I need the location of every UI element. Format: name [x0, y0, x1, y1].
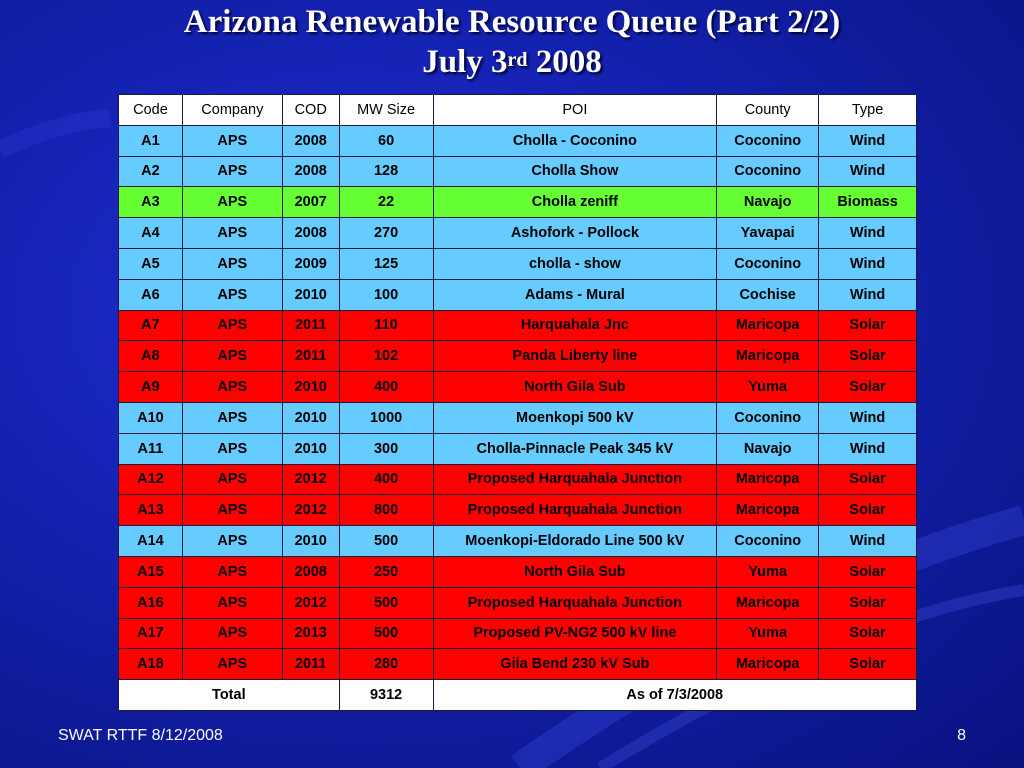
cell-code: A15	[119, 556, 183, 587]
cell-company: APS	[182, 526, 282, 557]
cell-company: APS	[182, 464, 282, 495]
cell-mw: 250	[339, 556, 433, 587]
cell-mw: 128	[339, 156, 433, 187]
cell-type: Solar	[819, 587, 917, 618]
cell-county: Coconino	[717, 156, 819, 187]
cell-county: Yuma	[717, 372, 819, 403]
column-header: POI	[433, 95, 717, 126]
cell-cod: 2009	[282, 248, 339, 279]
total-row	[119, 680, 917, 711]
cell-poi: Proposed Harquahala Junction	[433, 464, 717, 495]
cell-county: Coconino	[717, 248, 819, 279]
cell-county: Yuma	[717, 618, 819, 649]
cell-code: A6	[119, 279, 183, 310]
table-row	[119, 433, 917, 464]
cell-county: Yuma	[717, 556, 819, 587]
cell-cod: 2008	[282, 218, 339, 249]
cell-code: A17	[119, 618, 183, 649]
table-row	[119, 218, 917, 249]
title-year: 2008	[527, 44, 602, 80]
cell-cod: 2010	[282, 402, 339, 433]
cell-type: Biomass	[819, 187, 917, 218]
cell-company: APS	[182, 433, 282, 464]
cell-company: APS	[182, 402, 282, 433]
cell-type: Wind	[819, 218, 917, 249]
cell-poi: North Gila Sub	[433, 372, 717, 403]
cell-company: APS	[182, 649, 282, 680]
cell-poi: Adams - Mural	[433, 279, 717, 310]
cell-cod: 2012	[282, 464, 339, 495]
total-note: As of 7/3/2008	[433, 680, 916, 711]
column-header: Code	[119, 95, 183, 126]
cell-type: Solar	[819, 341, 917, 372]
cell-cod: 2012	[282, 587, 339, 618]
cell-county: Maricopa	[717, 649, 819, 680]
cell-county: Coconino	[717, 125, 819, 156]
cell-county: Coconino	[717, 402, 819, 433]
title-date-prefix: July 3	[422, 44, 508, 80]
cell-poi: Moenkopi 500 kV	[433, 402, 717, 433]
cell-poi: Cholla Show	[433, 156, 717, 187]
cell-code: A11	[119, 433, 183, 464]
cell-code: A18	[119, 649, 183, 680]
cell-poi: Ashofork - Pollock	[433, 218, 717, 249]
cell-cod: 2010	[282, 526, 339, 557]
cell-mw: 125	[339, 248, 433, 279]
cell-county: Maricopa	[717, 587, 819, 618]
cell-type: Wind	[819, 125, 917, 156]
cell-county: Coconino	[717, 526, 819, 557]
cell-code: A8	[119, 341, 183, 372]
table-body	[119, 125, 917, 710]
column-header: COD	[282, 95, 339, 126]
cell-cod: 2013	[282, 618, 339, 649]
cell-code: A12	[119, 464, 183, 495]
cell-code: A16	[119, 587, 183, 618]
table-row	[119, 649, 917, 680]
cell-type: Solar	[819, 556, 917, 587]
table-row	[119, 495, 917, 526]
cell-company: APS	[182, 372, 282, 403]
cell-type: Solar	[819, 649, 917, 680]
cell-type: Solar	[819, 618, 917, 649]
cell-poi: Proposed Harquahala Junction	[433, 587, 717, 618]
cell-cod: 2007	[282, 187, 339, 218]
cell-code: A10	[119, 402, 183, 433]
cell-cod: 2008	[282, 125, 339, 156]
cell-company: APS	[182, 218, 282, 249]
cell-cod: 2010	[282, 433, 339, 464]
cell-type: Wind	[819, 156, 917, 187]
cell-cod: 2010	[282, 372, 339, 403]
cell-county: Maricopa	[717, 341, 819, 372]
column-header: Company	[182, 95, 282, 126]
cell-mw: 800	[339, 495, 433, 526]
cell-company: APS	[182, 279, 282, 310]
cell-poi: North Gila Sub	[433, 556, 717, 587]
cell-poi: Gila Bend 230 kV Sub	[433, 649, 717, 680]
cell-mw: 400	[339, 464, 433, 495]
cell-mw: 500	[339, 587, 433, 618]
cell-mw: 500	[339, 526, 433, 557]
column-header: MW Size	[339, 95, 433, 126]
table-row	[119, 279, 917, 310]
cell-poi: Proposed Harquahala Junction	[433, 495, 717, 526]
cell-company: APS	[182, 341, 282, 372]
table-row	[119, 187, 917, 218]
cell-mw: 280	[339, 649, 433, 680]
title-line-1: Arizona Renewable Resource Queue (Part 2/2)	[183, 4, 841, 40]
footer-text: SWAT RTTF 8/12/2008	[58, 727, 223, 744]
table-row	[119, 310, 917, 341]
cell-type: Solar	[819, 464, 917, 495]
cell-poi: Moenkopi-Eldorado Line 500 kV	[433, 526, 717, 557]
cell-type: Solar	[819, 372, 917, 403]
table-row	[119, 526, 917, 557]
cell-company: APS	[182, 587, 282, 618]
table-row	[119, 556, 917, 587]
cell-poi: Panda Liberty line	[433, 341, 717, 372]
cell-county: Navajo	[717, 187, 819, 218]
cell-code: A2	[119, 156, 183, 187]
cell-cod: 2010	[282, 279, 339, 310]
cell-mw: 110	[339, 310, 433, 341]
cell-mw: 22	[339, 187, 433, 218]
cell-mw: 102	[339, 341, 433, 372]
cell-code: A3	[119, 187, 183, 218]
cell-mw: 300	[339, 433, 433, 464]
table-row	[119, 587, 917, 618]
cell-mw: 500	[339, 618, 433, 649]
cell-code: A9	[119, 372, 183, 403]
table-row	[119, 372, 917, 403]
cell-company: APS	[182, 618, 282, 649]
cell-cod: 2011	[282, 341, 339, 372]
cell-county: Maricopa	[717, 495, 819, 526]
cell-poi: Proposed PV-NG2 500 kV line	[433, 618, 717, 649]
cell-county: Maricopa	[717, 310, 819, 341]
table-row	[119, 464, 917, 495]
cell-cod: 2011	[282, 649, 339, 680]
cell-type: Wind	[819, 248, 917, 279]
slide-title	[0, 2, 1024, 82]
cell-poi: Cholla - Coconino	[433, 125, 717, 156]
queue-table	[118, 94, 917, 711]
title-line-2	[0, 42, 1024, 82]
cell-cod: 2012	[282, 495, 339, 526]
cell-county: Maricopa	[717, 464, 819, 495]
table-row	[119, 618, 917, 649]
cell-cod: 2011	[282, 310, 339, 341]
cell-mw: 1000	[339, 402, 433, 433]
table-header-row	[119, 95, 917, 126]
cell-county: Yavapai	[717, 218, 819, 249]
cell-type: Wind	[819, 526, 917, 557]
cell-code: A5	[119, 248, 183, 279]
cell-poi: Cholla zeniff	[433, 187, 717, 218]
cell-mw: 270	[339, 218, 433, 249]
table-row	[119, 341, 917, 372]
cell-mw: 60	[339, 125, 433, 156]
cell-company: APS	[182, 187, 282, 218]
cell-type: Solar	[819, 310, 917, 341]
cell-company: APS	[182, 125, 282, 156]
cell-code: A1	[119, 125, 183, 156]
cell-company: APS	[182, 156, 282, 187]
total-label: Total	[119, 680, 340, 711]
cell-company: APS	[182, 495, 282, 526]
cell-code: A7	[119, 310, 183, 341]
cell-type: Wind	[819, 433, 917, 464]
cell-code: A13	[119, 495, 183, 526]
title-date-suffix: rd	[507, 49, 528, 71]
cell-poi: Cholla-Pinnacle Peak 345 kV	[433, 433, 717, 464]
table-row	[119, 248, 917, 279]
cell-company: APS	[182, 248, 282, 279]
table-row	[119, 156, 917, 187]
cell-mw: 100	[339, 279, 433, 310]
cell-code: A4	[119, 218, 183, 249]
total-mw: 9312	[339, 680, 433, 711]
column-header: County	[717, 95, 819, 126]
cell-company: APS	[182, 556, 282, 587]
cell-county: Cochise	[717, 279, 819, 310]
cell-county: Navajo	[717, 433, 819, 464]
cell-company: APS	[182, 310, 282, 341]
cell-cod: 2008	[282, 556, 339, 587]
cell-mw: 400	[339, 372, 433, 403]
cell-type: Wind	[819, 279, 917, 310]
table-row	[119, 125, 917, 156]
table-row	[119, 402, 917, 433]
cell-code: A14	[119, 526, 183, 557]
column-header: Type	[819, 95, 917, 126]
cell-poi: cholla - show	[433, 248, 717, 279]
cell-cod: 2008	[282, 156, 339, 187]
cell-type: Solar	[819, 495, 917, 526]
cell-type: Wind	[819, 402, 917, 433]
page-number: 8	[957, 727, 966, 744]
cell-poi: Harquahala Jnc	[433, 310, 717, 341]
